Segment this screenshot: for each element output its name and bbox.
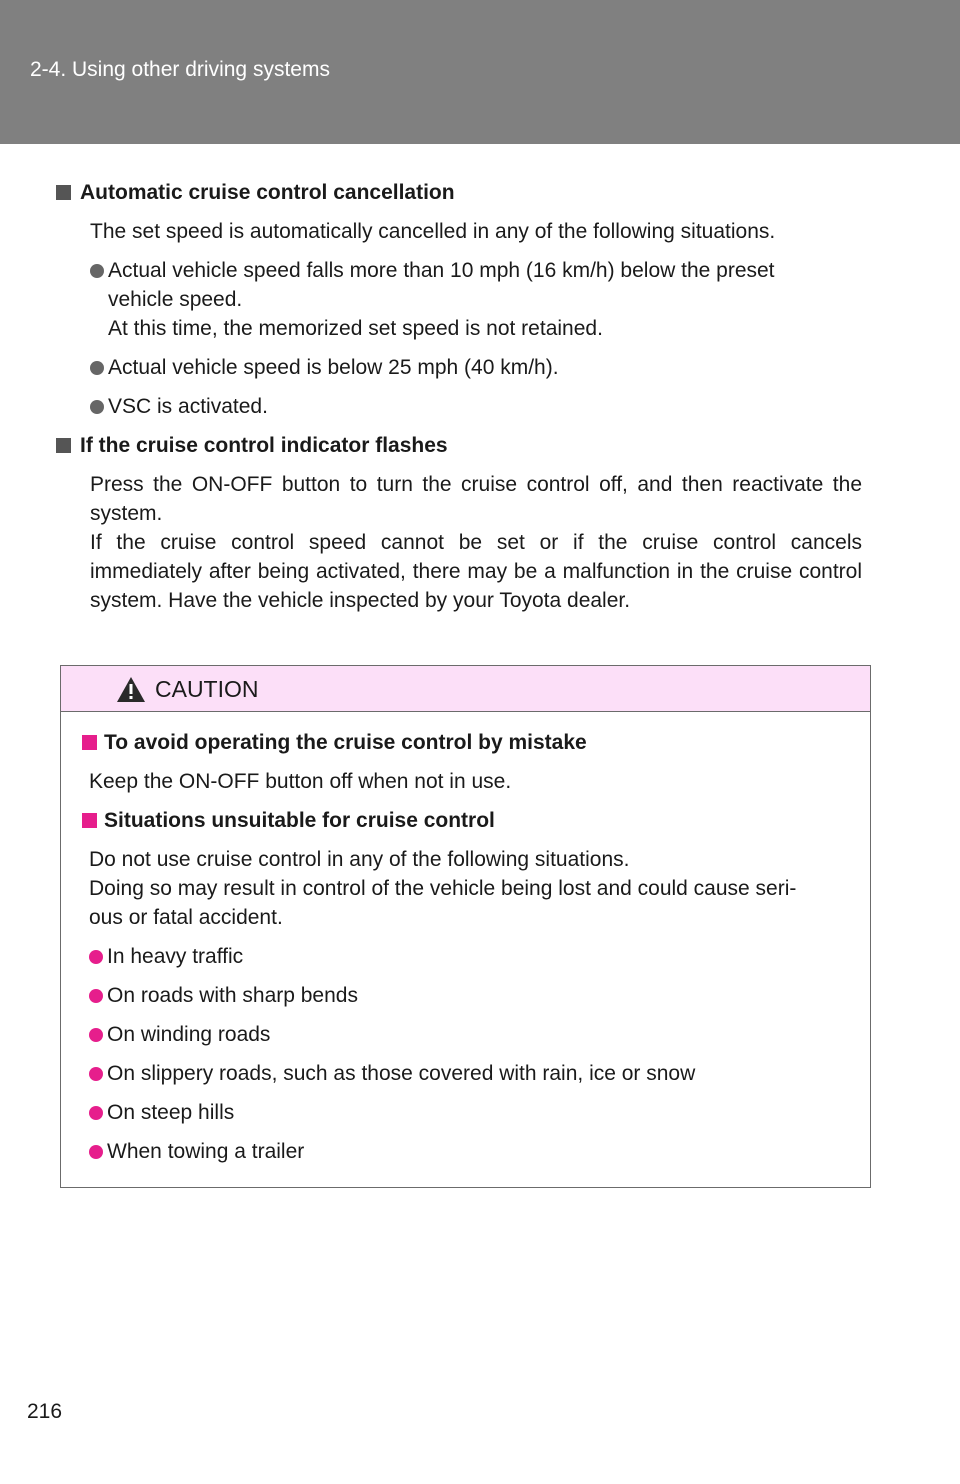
circle-bullet-icon bbox=[89, 989, 103, 1003]
header-title: 2-4. Using other driving systems bbox=[30, 58, 330, 81]
list-item: On roads with sharp bends bbox=[79, 981, 849, 1010]
square-bullet-icon bbox=[56, 185, 71, 200]
list-item: On slippery roads, such as those covered with rain, ice or snow bbox=[79, 1059, 849, 1088]
section-intro: The set speed is automatically cancelled in any of the following situations. bbox=[90, 220, 776, 243]
list-item: On steep hills bbox=[79, 1098, 849, 1127]
warning-triangle-icon bbox=[116, 676, 146, 703]
circle-bullet-icon bbox=[89, 1106, 103, 1120]
caution-text: Keep the ON-OFF button off when not in use. bbox=[89, 770, 512, 793]
section-heading-cancellation: Automatic cruise control cancellation bbox=[80, 178, 862, 207]
caution-text: ous or fatal accident. bbox=[89, 906, 283, 929]
caution-body bbox=[89, 728, 849, 1166]
circle-bullet-icon bbox=[89, 1145, 103, 1159]
circle-bullet-icon bbox=[89, 950, 103, 964]
circle-bullet-icon bbox=[90, 400, 104, 414]
list-item: Actual vehicle speed is below 25 mph (40 km/h). bbox=[80, 353, 862, 382]
list-item: In heavy traffic bbox=[79, 942, 849, 971]
list-item: On winding roads bbox=[79, 1020, 849, 1049]
caution-text: Doing so may result in control of the vehicle being lost and could cause seri- bbox=[89, 877, 797, 900]
caution-title: CAUTION bbox=[155, 676, 259, 702]
section-heading-indicator: If the cruise control indicator flashes bbox=[80, 431, 862, 460]
caution-heading-unsuitable: Situations unsuitable for cruise control bbox=[89, 806, 849, 835]
main-content bbox=[80, 178, 862, 615]
circle-bullet-icon bbox=[90, 361, 104, 375]
section-paragraph: Press the ON-OFF button to turn the cruise control off, and then reactivate the system. bbox=[90, 473, 862, 525]
section-paragraph: If the cruise control speed cannot be set or if the cruise control cancels immediately after being activated, there may be a malfunction in the cruise control system. Have the vehicle inspected by your Toyota dealer. bbox=[90, 531, 862, 612]
caution-heading-mistake: To avoid operating the cruise control by mistake bbox=[89, 728, 849, 757]
page-header bbox=[0, 0, 960, 144]
list-item: Actual vehicle speed falls more than 10 mph (16 km/h) below the preset vehicle speed. At this time, the memorized set speed is not retained. bbox=[80, 256, 862, 343]
caution-box bbox=[60, 665, 871, 1188]
circle-bullet-icon bbox=[90, 264, 104, 278]
list-item: VSC is activated. bbox=[80, 392, 862, 421]
square-bullet-icon bbox=[82, 735, 97, 750]
square-bullet-icon bbox=[56, 438, 71, 453]
caution-header bbox=[61, 666, 870, 712]
circle-bullet-icon bbox=[89, 1067, 103, 1081]
list-item: When towing a trailer bbox=[79, 1137, 849, 1166]
page-number: 216 bbox=[27, 1400, 63, 1423]
caution-text: Do not use cruise control in any of the following situations. bbox=[89, 848, 630, 871]
circle-bullet-icon bbox=[89, 1028, 103, 1042]
square-bullet-icon bbox=[82, 813, 97, 828]
